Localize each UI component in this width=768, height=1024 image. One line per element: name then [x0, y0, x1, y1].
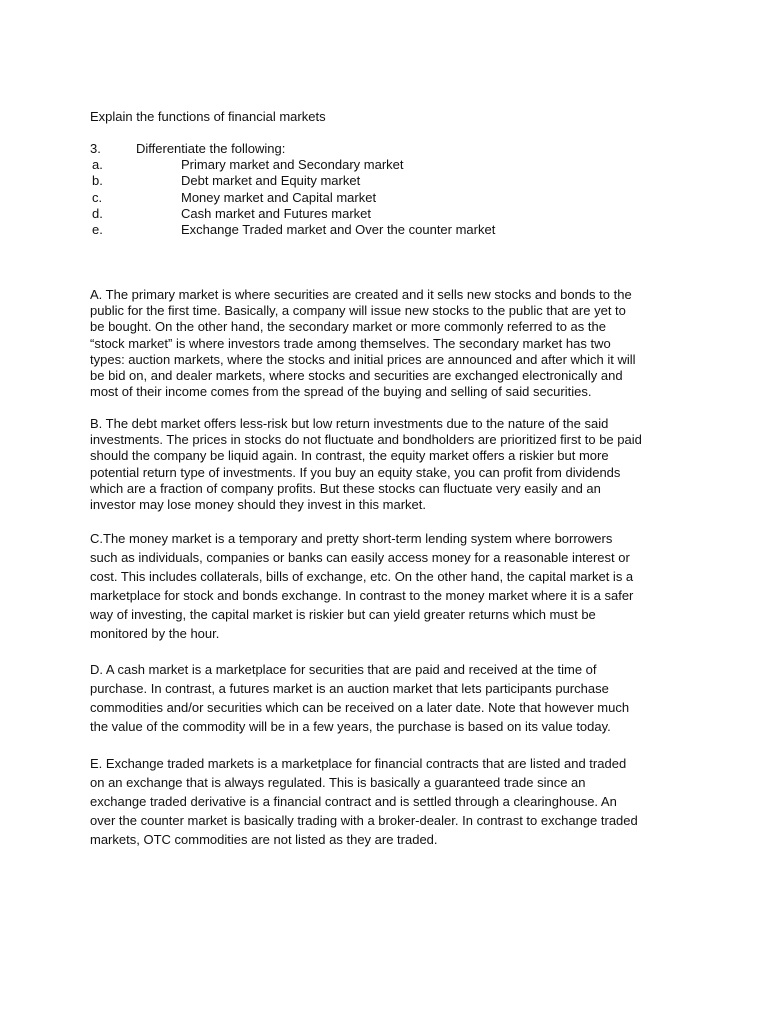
answer-line: C.The money market is a temporary and pretty short-term lending system where borrowers — [90, 531, 613, 546]
question-item — [90, 190, 690, 206]
answer-line: exchange traded derivative is a financial contract and is settled through a clearinghouse. An — [90, 794, 617, 809]
answer-line: A. The primary market is where securities are created and it sells new stocks and bonds to the — [90, 287, 632, 302]
question-number: 3. — [90, 141, 101, 156]
answer-line: D. A cash market is a marketplace for securities that are paid and received at the time of — [90, 662, 597, 677]
question-prompt: Differentiate the following: — [136, 141, 286, 156]
question-prompt-row — [90, 141, 690, 157]
answer-line: be bid on, and dealer markets, where stocks and securities are exchanged electronically and — [90, 368, 623, 384]
question-item — [90, 173, 690, 189]
answer-line: purchase. In contrast, a futures market is an auction market that lets participants purchase — [90, 681, 609, 696]
question-block — [90, 141, 690, 238]
answer-line: the value of the commodity will be in a few years, the purchase is based on its value today. — [90, 719, 611, 734]
answer-line: should the company be liquid again. In contrast, the equity market offers a riskier but more — [90, 448, 609, 464]
question-item-text: Cash market and Futures market — [181, 205, 372, 221]
answer-line: monitored by the hour. — [90, 626, 220, 641]
answer-line: be bought. On the other hand, the secondary market or more commonly referred to as the — [90, 319, 606, 335]
answer-a-paragraph — [90, 287, 680, 400]
answer-line: over the counter market is basically trading with a broker-dealer. In contrast to exchange traded — [90, 813, 638, 828]
answer-line: way of investing, the capital market is riskier but can yield greater returns which must be — [90, 607, 596, 622]
answer-line: commodities and/or securities which can be received on a later date. Note that however much — [90, 700, 630, 715]
answer-line: marketplace for stock and bonds exchange. In contrast to the money market where it is a safer — [90, 588, 634, 603]
answer-line: investments. The prices in stocks do not fluctuate and bondholders are prioritized first to be paid — [90, 432, 642, 448]
question-item-letter: b. — [92, 173, 103, 189]
answer-line: potential return type of investments. If you buy an equity stake, you can profit from dividends — [90, 464, 621, 480]
question-item-text: Money market and Capital market — [181, 189, 377, 205]
answer-line: types: auction markets, where the stocks and initial prices are announced and after which it will — [90, 351, 636, 367]
question-item — [90, 157, 690, 173]
answer-line: which are a fraction of company profits. But these stocks can fluctuate very easily and an — [90, 480, 601, 496]
answer-line: E. Exchange traded markets is a marketplace for financial contracts that are listed and traded — [90, 756, 627, 771]
question-item — [90, 206, 690, 222]
answer-line: B. The debt market offers less-risk but low return investments due to the nature of the said — [90, 416, 609, 431]
answer-line: cost. This includes collaterals, bills of exchange, etc. On the other hand, the capital market is a — [90, 569, 634, 584]
question-item-letter: a. — [92, 157, 103, 173]
answer-c-paragraph — [90, 529, 680, 643]
answer-e-paragraph — [90, 754, 680, 849]
question-item-letter: d. — [92, 205, 103, 221]
question-item-letter: c. — [92, 189, 103, 205]
question-item-text: Primary market and Secondary market — [181, 157, 404, 173]
answer-line: investor may lose money should they invest in this market. — [90, 497, 426, 513]
answer-line: on an exchange that is always regulated. This is basically a guaranteed trade since an — [90, 775, 586, 790]
answer-line: such as individuals, companies or banks can easily access money for a reasonable interest or — [90, 550, 630, 565]
answer-d-paragraph — [90, 660, 680, 736]
answer-line: “stock market” is where investors trade among themselves. The secondary market has two — [90, 335, 611, 351]
answer-b-paragraph — [90, 416, 680, 513]
document-heading: Explain the functions of financial markets — [90, 109, 326, 124]
question-item-letter: e. — [92, 221, 103, 237]
answer-line: public for the first time. Basically, a company will issue new stocks to the public that are yet to — [90, 303, 626, 319]
question-item-text: Exchange Traded market and Over the counter market — [181, 221, 496, 237]
question-item — [90, 222, 690, 238]
answer-line: markets, OTC commodities are not listed as they are traded. — [90, 832, 438, 847]
answer-line: most of their income comes from the spread of the buying and selling of said securities. — [90, 384, 592, 400]
question-item-text: Debt market and Equity market — [181, 173, 361, 189]
